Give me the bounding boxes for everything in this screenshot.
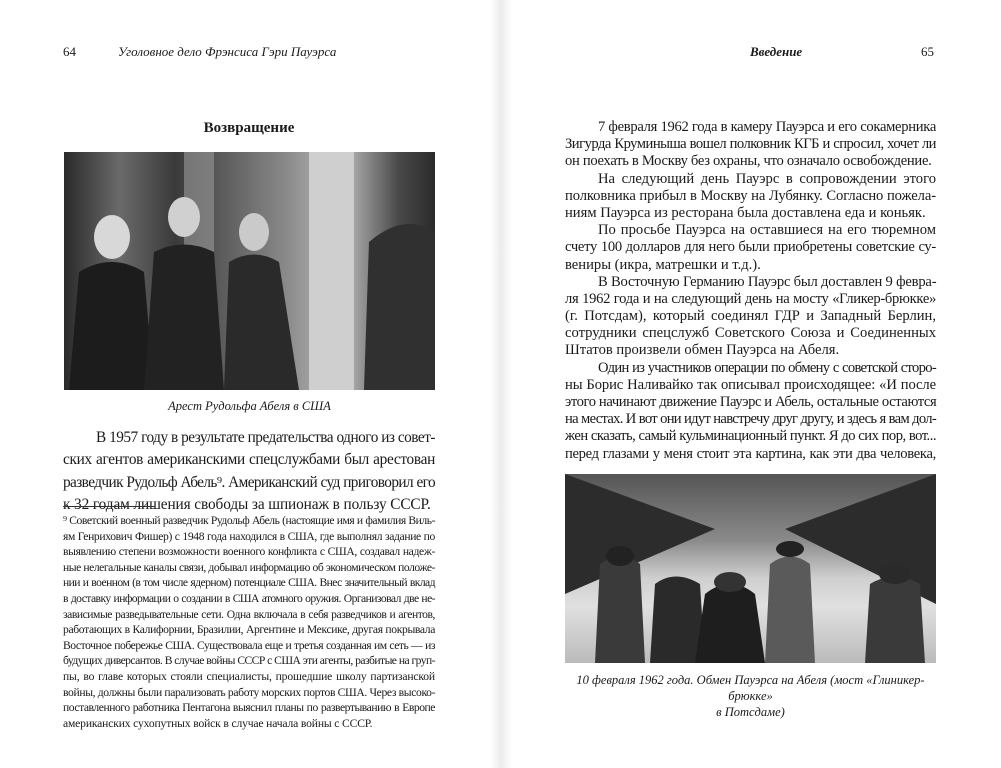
- body-text: [63, 427, 435, 517]
- photo-caption-line: 10 февраля 1962 года. Обмен Пауэрса на Абеля (мост «Глиникер-брюкке»: [576, 673, 925, 703]
- footnote-line: поставленного работника Пентагона выяснил планы по развертыванию в Европе: [63, 701, 435, 715]
- footnote-line: выявлению степени возможности военного конфликта с США, создавал надеж-: [63, 545, 435, 559]
- page-number: 65: [921, 44, 934, 59]
- footnote: [63, 513, 435, 731]
- text-line: В 1957 году в результате предательства одного из совет-: [96, 429, 435, 446]
- running-header: Уголовное дело Фрэнсиса Гэри Пауэрса: [118, 44, 337, 59]
- text-line: счету 100 долларов для него были приобретены советские су-: [565, 239, 936, 256]
- footnote-line: работающих в Калифорнии, Бразилии, Аргентине и Мексике, другая покрывала: [63, 623, 435, 637]
- text-line: ских агентов американскими спецслужбами был арестован: [63, 451, 435, 469]
- photo-caption: Арест Рудольфа Абеля в США: [168, 399, 331, 413]
- page-number: 64: [63, 44, 76, 59]
- footnote-line: ⁹ Советский военный разведчик Рудольф Абель (настоящие имя и фамилия Виль-: [63, 514, 435, 527]
- text-line: В Восточную Германию Пауэрс был доставлен 9 февра-: [598, 273, 937, 290]
- text-line: полковника прибыл в Москву на Лубянку. Согласно пожела-: [565, 187, 936, 204]
- text-line: ны Борис Наливайко так описывал происходящее: «И после: [565, 376, 936, 393]
- text-line: ниям Пауэрса из ресторана была доставлена еда и коньяк.: [565, 204, 926, 221]
- photo-caption: [562, 672, 939, 720]
- footnote-line: Восточное побережье США. Существовала еще и третья созданная им сеть — из: [63, 638, 435, 652]
- text-line: этого начинают движение Пауэрс и Абель, остальные остаются: [565, 394, 937, 410]
- text-line: Штатов произвели обмен Пауэрса на Абеля.: [565, 342, 840, 359]
- text-line: ля 1962 года и на следующий день на мосту «Гликер-брюкке»: [565, 290, 936, 307]
- footnote-line: в доставку информации о создании в США атомного оружия. Организовал две не-: [63, 591, 435, 605]
- footnote-line: зависимые разведывательные сети. Одна включала в себя разведчиков и агентов,: [63, 607, 435, 621]
- footnote-divider: [63, 506, 155, 507]
- text-line: Зигурда Круминыша вошел полковник КГБ и спросил, хочет ли: [565, 136, 936, 153]
- running-header: Введение: [750, 44, 803, 59]
- text-line: разведчик Рудольф Абель⁹. Американский суд приговорил его: [63, 473, 435, 491]
- photo-abel-arrest: [64, 152, 435, 390]
- text-line: (г. Потсдам), который соединял ГДР и Западный Берлин,: [565, 308, 936, 325]
- text-line: к 32 годам лишения свободы за шпионаж в пользу СССР.: [63, 496, 431, 514]
- text-line: вениры (икра, матрешки и т.д.).: [565, 256, 761, 273]
- photo-caption-line: в Потсдаме): [716, 705, 785, 719]
- text-line: он поехать в Москву без охраны, что означало освобождение.: [565, 153, 932, 170]
- text-line: на местах. И вот они идут навстречу друг другу, и здесь я вам дол-: [565, 411, 936, 428]
- footnote-line: ям Генрихович Фишер) с 1948 года находился в США, где выполнял задание по: [63, 529, 435, 543]
- photo-bridge-exchange: [565, 474, 936, 663]
- photo-figures: [565, 474, 936, 663]
- text-line: перед глазами у меня стоит эта картина, как эти два человека,: [565, 445, 936, 462]
- text-line: По просьбе Пауэрса на оставшиеся на его тюремном: [598, 222, 936, 239]
- photo-figures: [64, 152, 435, 390]
- body-text: [565, 119, 936, 463]
- text-line: сотрудники спецслужб Советского Союза и Соединенных: [565, 325, 936, 342]
- text-line: жен сказать, самый кульминационный пункт. Я до сих пор, вот...: [565, 428, 936, 445]
- footnote-line: пы, во главе которых стояли специалисты, прошедшие школу партизанской: [63, 669, 435, 683]
- text-line: На следующий день Пауэрс в сопровождении этого: [598, 170, 936, 187]
- section-title: Возвращение: [203, 120, 295, 136]
- footnote-line: будущих диверсантов. В случае войны СССР с США эти агенты, разбитые на груп-: [63, 654, 435, 668]
- text-line: Один из участников операции по обмену с советской сторо-: [598, 359, 936, 376]
- right-page: [500, 0, 1001, 768]
- footnote-line: войны, должны были парализовать работу морских портов США. Через высоко-: [63, 685, 436, 699]
- left-page: [0, 0, 500, 768]
- text-line: 7 февраля 1962 года в камеру Пауэрса и его сокамерника: [598, 119, 936, 135]
- footnote-line: американских сухопутных войск в случае начала войны с СССР.: [63, 716, 373, 730]
- footnote-line: нии и военном (в том числе ядерном) потенциале США. Внес значительный вклад: [63, 576, 435, 590]
- footnote-line: ные нелегальные каналы связи, добывал информацию об экономическом положе-: [63, 560, 435, 574]
